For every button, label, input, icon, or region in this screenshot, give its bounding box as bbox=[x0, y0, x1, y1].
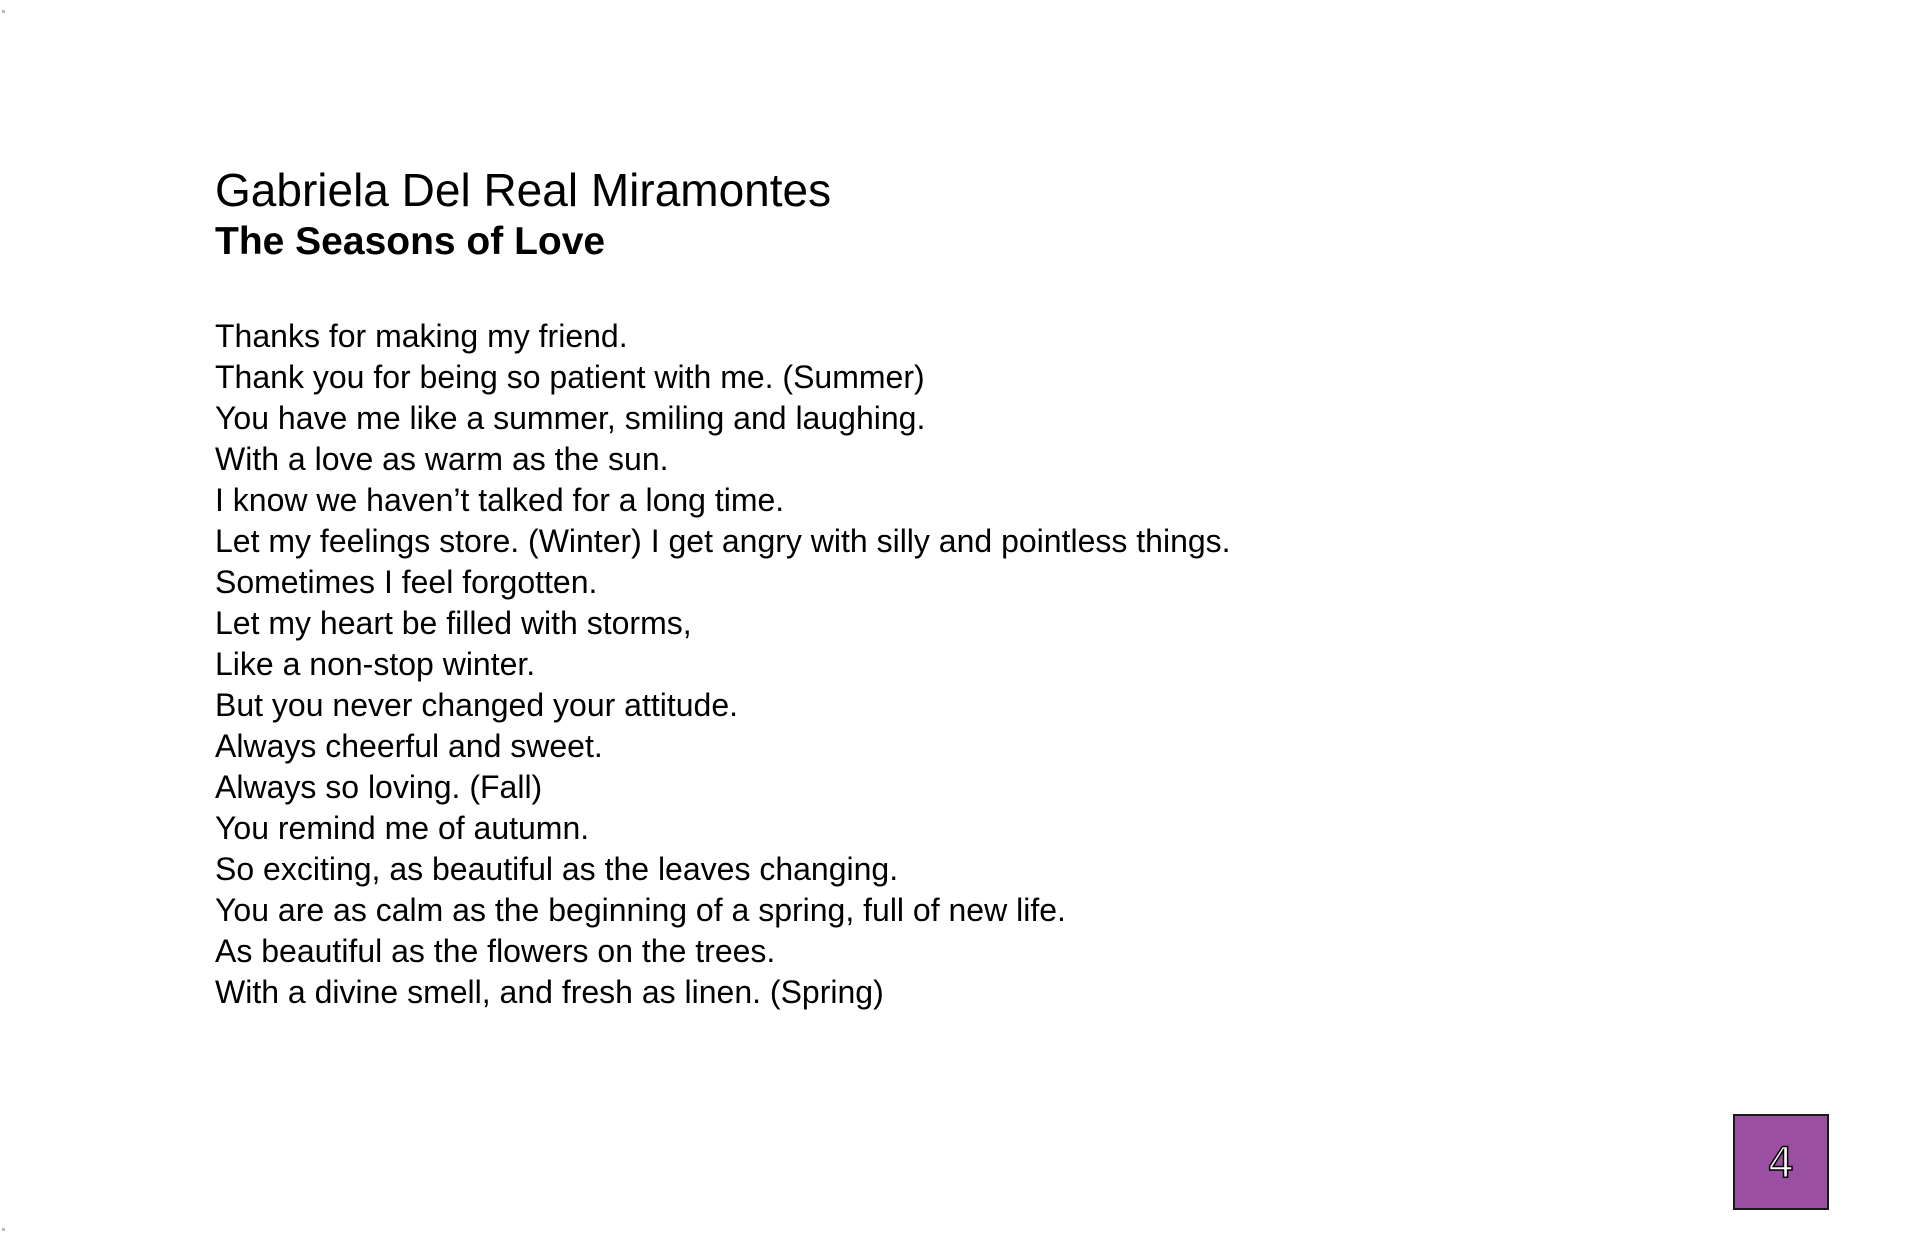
poem-line: But you never changed your attitude. bbox=[215, 687, 739, 723]
page-number-badge: 4 bbox=[1733, 1114, 1829, 1210]
poem-line: Always cheerful and sweet. bbox=[215, 728, 603, 764]
poem-line: With a divine smell, and fresh as linen. (Spring) bbox=[215, 974, 884, 1010]
author-name: Gabriela Del Real Miramontes bbox=[215, 164, 832, 216]
poem-title: The Seasons of Love bbox=[215, 220, 606, 263]
poem-line: Let my heart be filled with storms, bbox=[215, 605, 692, 641]
poem-body bbox=[215, 316, 1715, 1013]
poem-line: Thank you for being so patient with me. (Summer) bbox=[215, 359, 925, 395]
poem-line: So exciting, as beautiful as the leaves changing. bbox=[215, 851, 899, 887]
poem-line: Thanks for making my friend. bbox=[215, 318, 628, 354]
corner-mark-bottom-left bbox=[2, 1228, 5, 1231]
poem-line: I know we haven’t talked for a long time. bbox=[215, 482, 785, 518]
poem-line: Sometimes I feel forgotten. bbox=[215, 564, 598, 600]
poem-line: You remind me of autumn. bbox=[215, 810, 590, 846]
poem-line: As beautiful as the flowers on the trees. bbox=[215, 933, 776, 969]
poem-line: Like a non-stop winter. bbox=[215, 646, 536, 682]
poem-line: With a love as warm as the sun. bbox=[215, 441, 669, 477]
poem-line: Let my feelings store. (Winter) I get angry with silly and pointless things. bbox=[215, 523, 1231, 559]
poem-content bbox=[215, 162, 1715, 1013]
poem-line: You have me like a summer, smiling and laughing. bbox=[215, 400, 926, 436]
poem-line: You are as calm as the beginning of a spring, full of new life. bbox=[215, 892, 1066, 928]
corner-mark-top-left bbox=[2, 10, 5, 13]
poem-line: Always so loving. (Fall) bbox=[215, 769, 543, 805]
